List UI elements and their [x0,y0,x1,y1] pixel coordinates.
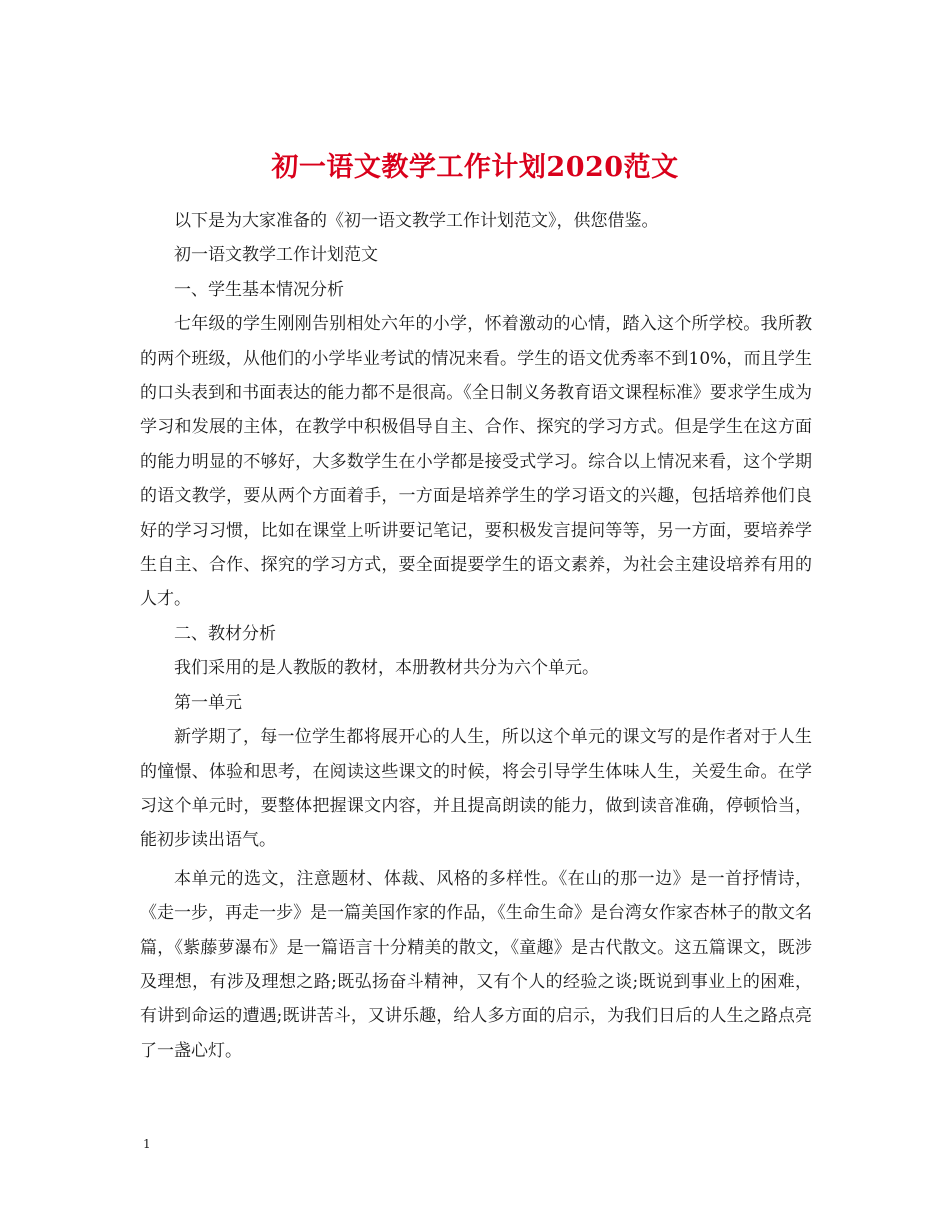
paragraph-textbook-overview: 我们采用的是人教版的教材，本册教材共分为六个单元。 [174,658,599,679]
paragraph-unit-one-texts: 本单元的选文，注意题材、体裁、风格的多样性。《在山的那一边》是一首抒情诗，《走一步，再走一步》是一篇美国作家的作品，《生命生命》是台湾女作家杏林子的散文名篇，《紫藤萝瀑布》是一篇语言十分精美的散文，《童趣》是古代散文。这五篇课文，既涉及理想，有涉及理想之路;既弘扬奋斗精神，又有个人的经验之谈;既说到事业上的困难，有讲到命运的遭遇;既讲苦斗，又讲乐趣，给人多方面的启示，为我们日后的人生之路点亮了一盏心灯。 [140,868,812,1061]
heading-student-analysis: 一、学生基本情况分析 [174,279,344,300]
heading-textbook-analysis: 二、教材分析 [174,623,276,644]
paragraph-student-analysis: 七年级的学生刚刚告别相处六年的小学，怀着激动的心情，踏入这个所学校。我所教的两个班级，从他们的小学毕业考试的情况来看。学生的语文优秀率不到10%，而且学生的口头表到和书面表达的能力都不是很高。《全日制义务教育语文课程标准》要求学生成为学习和发展的主体，在教学中积极倡导自主、合作、探究的学习方式。但是学生在这方面的能力明显的不够好，大多数学生在小学都是接受式学习。综合以上情况来看，这个学期的语文教学，要从两个方面着手，一方面是培养学生的学习语文的兴趣，包括培养他们良好的学习习惯，比如在课堂上听讲要记笔记，要积极发言提问等等，另一方面，要培养学生自主、合作、探究的学习方式，要全面提要学生的语文素养，为社会主建设培养有用的人才。 [140,314,812,610]
document-body [140,204,812,1068]
paragraph-intro: 以下是为大家准备的《初一语文教学工作计划范文》，供您借鉴。 [174,211,659,231]
document-title: 初一语文教学工作计划2020范文 [271,152,679,184]
heading-unit-one: 第一单元 [174,692,242,713]
paragraph-subtitle: 初一语文教学工作计划范文 [174,245,378,266]
paragraph-unit-one: 新学期了，每一位学生都将展开心的人生，所以这个单元的课文写的是作者对于人生的憧憬、体验和思考，在阅读这些课文的时候，将会引导学生体味人生，关爱生命。在学习这个单元时，要整体把握课文内容，并且提高朗读的能力，做到读音准确，停顿恰当，能初步读出语气。 [140,727,812,851]
page-number: 1 [143,1137,151,1151]
